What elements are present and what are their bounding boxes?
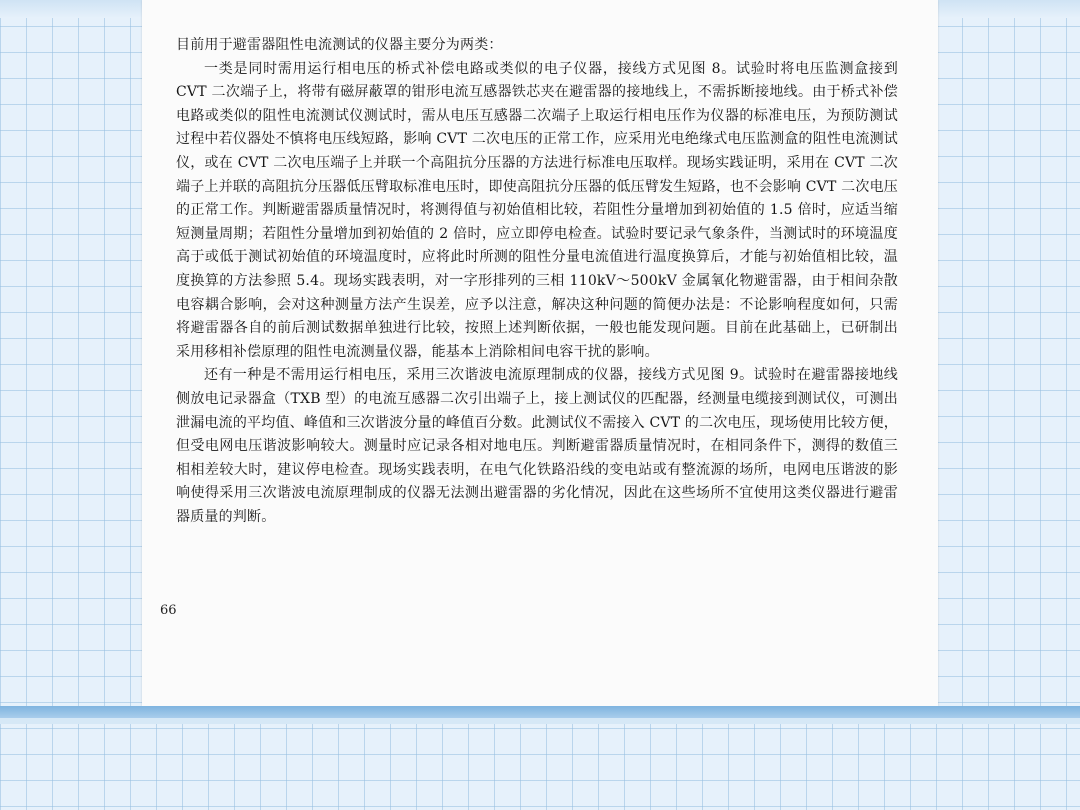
bottom-decorative-band bbox=[0, 706, 1080, 718]
document-heading: 目前用于避雷器阻性电流测试的仪器主要分为两类： bbox=[176, 37, 503, 53]
paragraph-third-harmonic: 还有一种是不需用运行相电压，采用三次谐波电流原理制成的仪器，接线方式见图 9。试验时在避雷器接地线侧放电记录器盒（TXB 型）的电流互感器二次引出端子上，接上测试仪的匹配器，经测量电缆接到测试仪，可测出泄漏电流的平均值、峰值和三次谐波分量的峰值百分数。此测试仪不需接入 CVT 的二次电压，现场使用比较方便，但受电网电压谐波影响较大。测量时应记录各相对地电压。判断避雷器质量情况时，在相同条件下，测得的数值三相相差较大时，建议停电检查。现场实践表明，在电气化铁路沿线的变电站或有整流源的场所，电网电压谐波的影响使得采用三次谐波电流原理制成的仪器无法测出避雷器的劣化情况，因此在这些场所不宜使用这类仪器进行避雷器质量的判断。 bbox=[176, 367, 898, 525]
paragraph-bridge-compensation: 一类是同时需用运行相电压的桥式补偿电路或类似的电子仪器，接线方式见图 8。试验时将电压监测盒接到 CVT 二次端子上，将带有磁屏蔽罩的钳形电流互感器铁芯夹在避雷器的接地线上，不需拆断接地线。由于桥式补偿电路或类似的阻性电流测试仪测试时，需从电压互感器二次端子上取运行相电压作为仪器的标准电压，为预防测试过程中若仪器处不慎将电压线短路，影响 CVT 二次电压的正常工作，应采用光电绝缘式电压监测盒的阻性电流测试仪，或在 CVT 二次电压端子上并联一个高阻抗分压器的方法进行标准电压取样。现场实践证明，采用在 CVT 二次端子上并联的高阻抗分压器低压臂取标准电压时，即使高阻抗分压器的低压臂发生短路，也不会影响 CVT 二次电压的正常工作。判断避雷器质量情况时，将测得值与初始值相比较，若阻性分量增加到初始值的 1.5 倍时，应适当缩短测量周期；若阻性分量增加到初始值的 2 倍时，应立即停电检查。试验时要记录气象条件，当测试时的环境温度高于或低于测试初始值的环境温度时，应将此时所测的阻性分量电流值进行温度换算后，才能与初始值相比较，温度换算的方法参照 5.4。现场实践表明，对一字形排列的三相 110kV～500kV 金属氧化物避雷器，由于相间杂散电容耦合影响，会对这种测量方法产生误差，应予以注意，解决这种问题的简便办法是：不论影响程度如何，只需将避雷器各自的前后测试数据单独进行比较，按照上述判断依据，一般也能发现问题。目前在此基础上，已研制出采用移相补偿原理的阻性电流测量仪器，能基本上消除相间电容干扰的影响。 bbox=[176, 60, 898, 360]
page-number: 66 bbox=[160, 603, 177, 618]
bottom-decorative-stripe bbox=[0, 718, 1080, 724]
document-text bbox=[176, 34, 898, 529]
